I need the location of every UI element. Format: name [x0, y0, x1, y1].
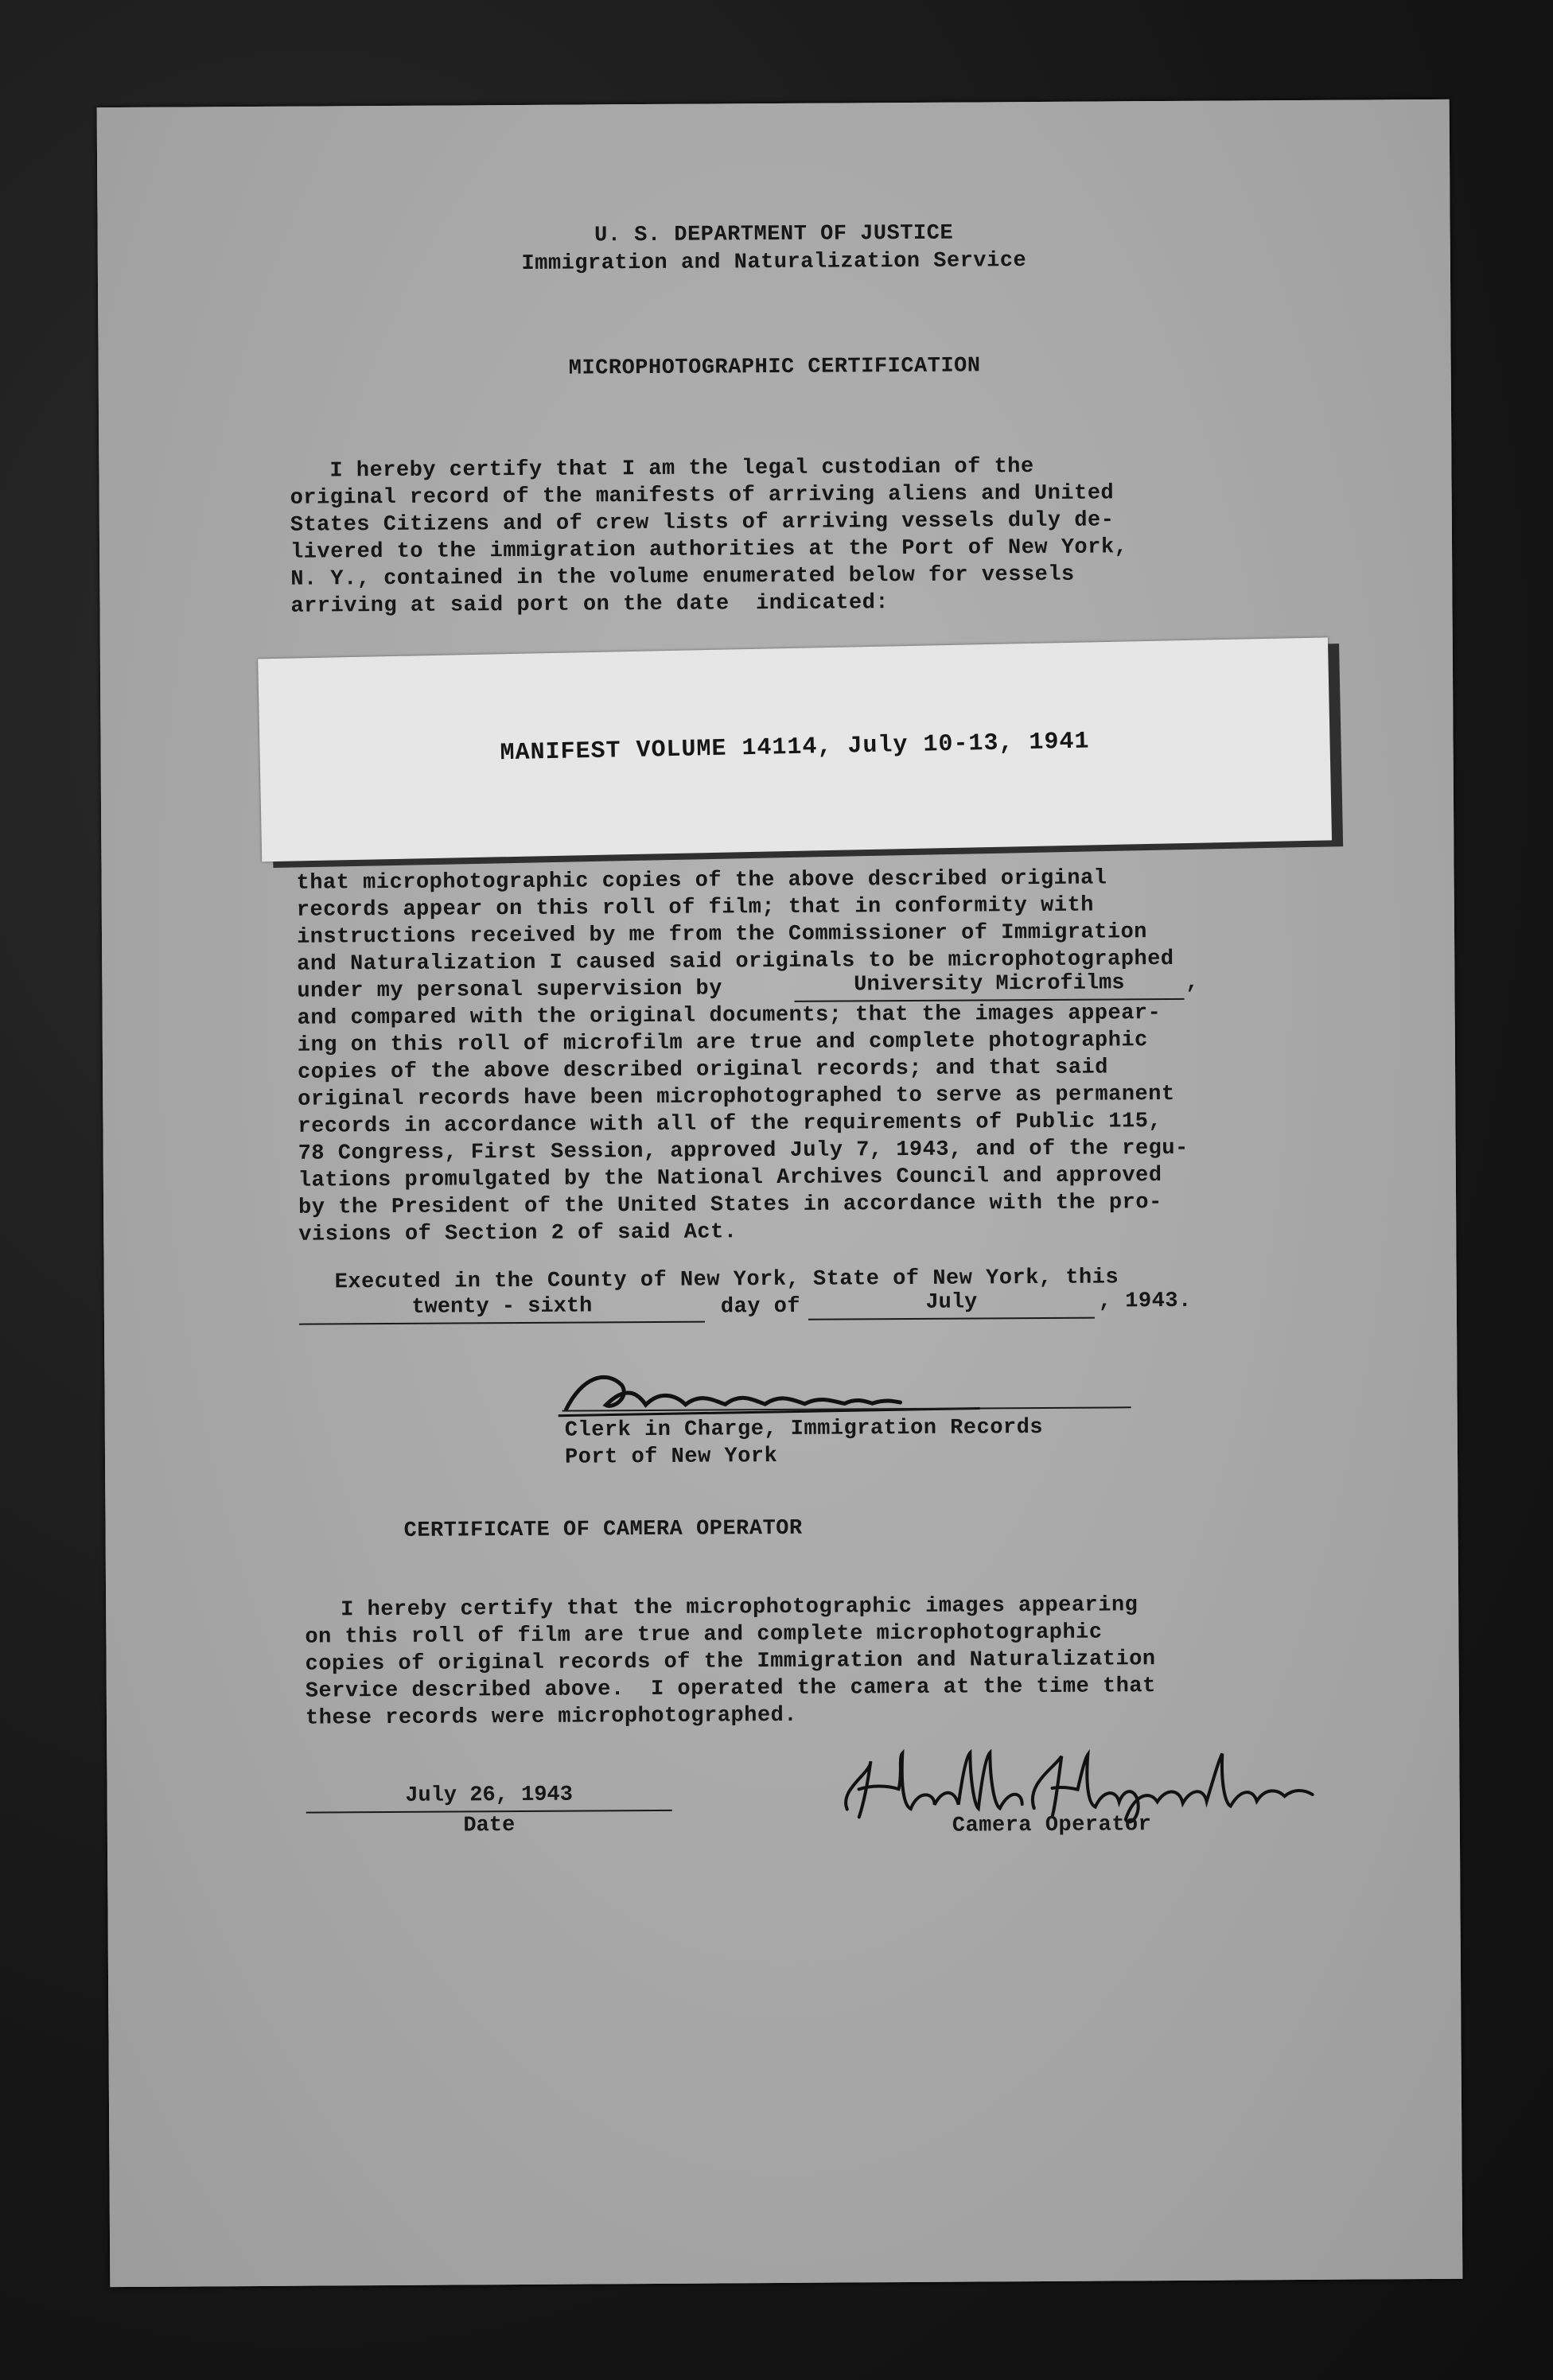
intro-line: States Citizens and of crew lists of arriving vessels duly de-	[290, 508, 1115, 538]
body-line: under my personal supervision by	[297, 977, 723, 1004]
camera-line: Service described above. I operated the camera at the time that	[305, 1674, 1156, 1704]
body-line: records appear on this roll of film; that in conformity with	[296, 893, 1095, 923]
department-heading: U. S. DEPARTMENT OF JUSTICE	[594, 221, 954, 248]
month-fill: July	[925, 1290, 978, 1315]
body-line: original records have been microphotographed to serve as permanent	[298, 1082, 1175, 1112]
camera-operator-heading: CERTIFICATE OF CAMERA OPERATOR	[403, 1516, 803, 1543]
body-line: ing on this roll of microfilm are true and complete photographic	[297, 1029, 1148, 1058]
day-of-label: day of	[720, 1294, 801, 1320]
body-line: and Naturalization I caused said originals to be microphotographed	[297, 947, 1174, 977]
camera-line: copies of original records of the Immigration and Naturalization	[305, 1647, 1156, 1677]
camera-line: on this roll of film are true and complete microphotographic	[305, 1620, 1103, 1650]
body-line: instructions received by me from the Commissioner of Immigration	[296, 920, 1148, 950]
camera-operator-label: Camera Operator	[952, 1813, 1152, 1838]
intro-line: original record of the manifests of arriving aliens and United	[290, 481, 1115, 511]
day-underline	[299, 1321, 705, 1325]
body-line: visions of Section 2 of said Act.	[298, 1220, 738, 1247]
intro-line: N. Y., contained in the volume enumerated below for vessels	[290, 562, 1075, 592]
supervisor-comma: ,	[1185, 970, 1200, 995]
clerk-location: Port of New York	[564, 1445, 778, 1470]
camera-line: I hereby certify that the microphotographic images appearing	[341, 1593, 1138, 1623]
clerk-title: Clerk in Charge, Immigration Records	[564, 1415, 1044, 1443]
body-line: records in accordance with all of the requirements of Public 115,	[298, 1110, 1162, 1139]
intro-line: I hereby certify that I am the legal custodian of the	[329, 455, 1034, 484]
day-fill: twenty - sixth	[411, 1294, 593, 1320]
certification-title: MICROPHOTOGRAPHIC CERTIFICATION	[568, 354, 981, 381]
body-line: by the President of the United States in accordance with the pro-	[298, 1191, 1162, 1220]
camera-line: these records were microphotographed.	[305, 1703, 798, 1731]
supervisor-fill: University Microfilms	[854, 971, 1125, 998]
body-line: that microphotographic copies of the above described original	[296, 866, 1107, 896]
body-line: 78 Congress, First Session, approved July 7, 1943, and of the regu-	[298, 1136, 1189, 1166]
manifest-volume-text: MANIFEST VOLUME 14114, July 10-13, 1941	[500, 728, 1090, 768]
year-text: , 1943.	[1098, 1289, 1192, 1314]
camera-date-label: Date	[463, 1814, 516, 1838]
certification-page	[97, 99, 1463, 2287]
month-underline	[808, 1317, 1095, 1320]
camera-date-value: July 26, 1943	[405, 1783, 574, 1808]
body-line: copies of the above described original records; and that said	[297, 1056, 1109, 1085]
service-heading: Immigration and Naturalization Service	[521, 249, 1027, 276]
executed-line: Executed in the County of New York, State of New York, this	[334, 1266, 1119, 1295]
body-line: lations promulgated by the National Archives Council and approved	[298, 1164, 1162, 1193]
body-line: and compared with the original documents; that the images appear-	[297, 1001, 1162, 1031]
intro-line: arriving at said port on the date indicated:	[290, 591, 889, 619]
intro-line: livered to the immigration authorities at the Port of New York,	[290, 535, 1128, 565]
manifest-slip	[258, 637, 1332, 861]
